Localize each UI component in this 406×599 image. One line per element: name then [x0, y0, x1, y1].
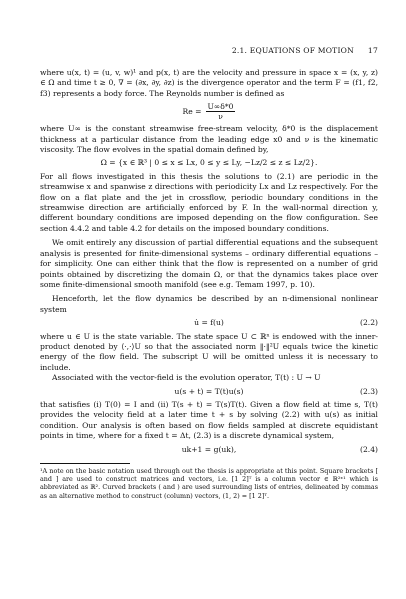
paragraph-freestream: where U∞ is the constant streamwise free-stream velocity, δ*0 is the displacement thickness at a particular distance from the leading edge x0 and ν is the kinematic viscosity. The flow evolves in the spatial domain defined by, [40, 124, 378, 155]
equation-2-3-number: (2.3) [359, 386, 378, 396]
reynolds-denominator: ν [218, 112, 223, 122]
equation-2-3-body: u(s + t) = T(t)u(s) [174, 386, 244, 396]
paragraph-boundary-conditions: For all flows investigated in this thesis the solutions to (2.1) are periodic in the streamwise x and spanwise z directions with periodicity Lx and Lz respectively. For the flow on a flat plate and the jet in crossflow, periodic boundary conditions in the streamwise direction are artificially enforced by F. In the wall-normal direction y, different boundary conditions are imposed depending on the flow configuration. See section 4.4.2 and table 4.2 for details on the imposed boundary conditions. [40, 171, 378, 233]
paragraph-evolution-operator: Associated with the vector-field is the evolution operator, T(t) : U → U [52, 373, 321, 383]
equation-reynolds [40, 102, 378, 121]
paragraph-nonlinear-system: Henceforth, let the flow dynamics be described by an n-dimensional nonlinear system [40, 294, 378, 314]
paragraph-velocity-definition: where u(x, t) = (u, v, w)¹ and p(x, t) are the velocity and pressure in space x = (x, y, z) ∈ Ω and time t ≥ 0, ∇ = (∂x, ∂y, ∂z) is the divergence operator and the term F = (f1, f2, f3) represents a body force. The Reynolds number is defined as [40, 68, 378, 98]
reynolds-numerator: U∞δ*0 [207, 102, 234, 112]
reynolds-fraction [206, 102, 236, 121]
footnote: ¹A note on the basic notation used through out the thesis is appropriate at this point. Square brackets [ and ] are used to construct matrices and vectors, i.e. [1 2]ᵀ is a column vector ∈ ℝ²ˣ¹ which is abbreviated as ℝ². Curved brackets ( and ) are used surrounding lists of entries, delineated by commas as an alternative method to construct (column) vectors, (1, 2) = [1 2]ᵀ. [40, 467, 378, 500]
paragraph-finite-dimensional: We omit entirely any discussion of partial differential equations and the subsequent analysis is presented for finite-dimensional systems – ordinary differential equations – for simplicity. One can either think that the flow is represented on a number of grid points obtained by discretizing the domain Ω, or that the dynamics takes place over some finite-dimensional smooth manifold (see e.g. Temam 1997, p. 10). [40, 238, 378, 289]
footnote-rule [40, 463, 130, 464]
equation-domain [40, 158, 378, 168]
section-title: 2.1. EQUATIONS OF MOTION [231, 46, 354, 55]
equation-2-4 [40, 445, 378, 455]
equation-2-4-body: uk+1 = g(uk), [181, 444, 237, 454]
equation-2-4-number: (2.4) [359, 444, 378, 454]
running-header [40, 46, 378, 56]
equation-2-2-number: (2.2) [359, 318, 378, 328]
reynolds-lhs: Re = [182, 106, 202, 116]
page-number: 17 [367, 46, 378, 55]
paragraph-discrete-system: that satisfies (i) T(0) = I and (ii) T(s + t) = T(s)T(t). Given a flow field at time s, T(t) provides the velocity field at a later time t + s by solving (2.2) with u(s) as initial condition. Our analysis is often based on flow fields sampled at discrete equidistant points in time, where for a fixed t = Δt, (2.3) is a discrete dynamical system, [40, 399, 378, 441]
equation-2-2 [40, 318, 378, 328]
page-body [40, 68, 378, 500]
equation-2-2-body: u̇ = f(u) [194, 318, 224, 328]
domain-expression: Ω = {x ∈ ℝ³ | 0 ≤ x ≤ Lx, 0 ≤ y ≤ Ly, −Lz/2 ≤ z ≤ Lz/2}. [100, 158, 318, 168]
equation-2-3 [40, 387, 378, 397]
paragraph-state-space: where u ∈ U is the state variable. The state space U ⊂ ℝⁿ is endowed with the inner-product denoted by ⟨·,·⟩U so that the associated norm ‖·‖²U equals twice the kinetic energy of the flow field. The subscript U will be omitted unless it is necessary to include. [40, 331, 378, 372]
